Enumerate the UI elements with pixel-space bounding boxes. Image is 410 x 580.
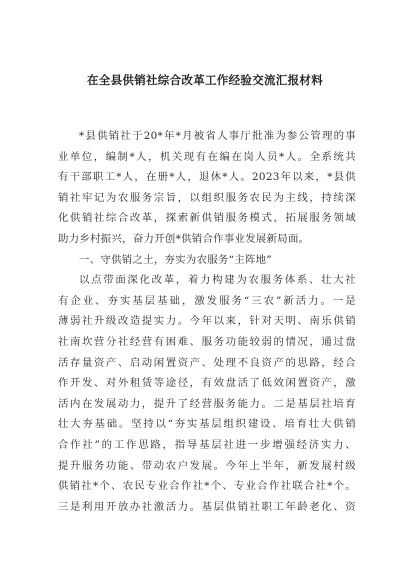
text-line: 社南坎营分社经营有困难、服务功能较弱的情况，通过盘 (58, 335, 356, 348)
text-line: 助力乡村振兴，奋力开创*供销合作事业发展新局面。 (58, 232, 310, 245)
text-line: 一、守供销之土，夯实为农服务“主阵地” (79, 253, 272, 266)
text-line: 薄弱社升级改造提实力。今年以来，针对天明、南乐供销 (58, 315, 356, 328)
document-body (58, 126, 356, 517)
text-line: 作开发、对外租赁等途径，有效盘活了低效闲置资产，激 (58, 377, 356, 390)
document-title: 在全县供销社综合改革工作经验交流汇报材料 (87, 73, 323, 87)
text-line: 活存量资产、启动闲置资产、处理不良资产的思路，经合 (58, 356, 356, 369)
text-line: 供销社*个、农民专业合作社*个、专业合作社联合社*个。 (58, 480, 356, 493)
text-line: 有企业、夯实基层基础，激发服务“三农”新活力。一是 (58, 294, 356, 307)
text-line: 活内在发展动力，提升了经营服务能力。二是基层社培育 (58, 397, 356, 410)
text-line: 壮大夯基础。坚持以“夯实基层组织建设、培育壮大供销 (58, 418, 356, 431)
text-line: 有干部职工*人，在册*人，退休*人。2023年以来，*县供 (58, 171, 356, 184)
text-line: 销社牢记为农服务宗旨，以组织服务农民为主线，持续深 (58, 191, 356, 204)
text-line: *县供销社于20*年*月被省人事厅批准为参公管理的事 (79, 130, 356, 142)
text-line: 以点带面深化改革，着力构建为农服务体系、壮大社 (79, 274, 356, 287)
text-line: 三是利用开放办社激活力。基层供销社职工年龄老化、资 (58, 500, 356, 513)
text-line: 提升服务功能、带动农户发展。今年上半年，新发展村级 (58, 459, 356, 472)
text-line: 化供销社综合改革，探索新供销服务模式，拓展服务领域 (58, 212, 356, 225)
text-line: 合作社”的工作思路，指导基层社进一步增强经济实力、 (58, 438, 356, 451)
text-line: 业单位，编制*人，机关现有在编在岗人员*人。全系统共 (58, 150, 356, 163)
